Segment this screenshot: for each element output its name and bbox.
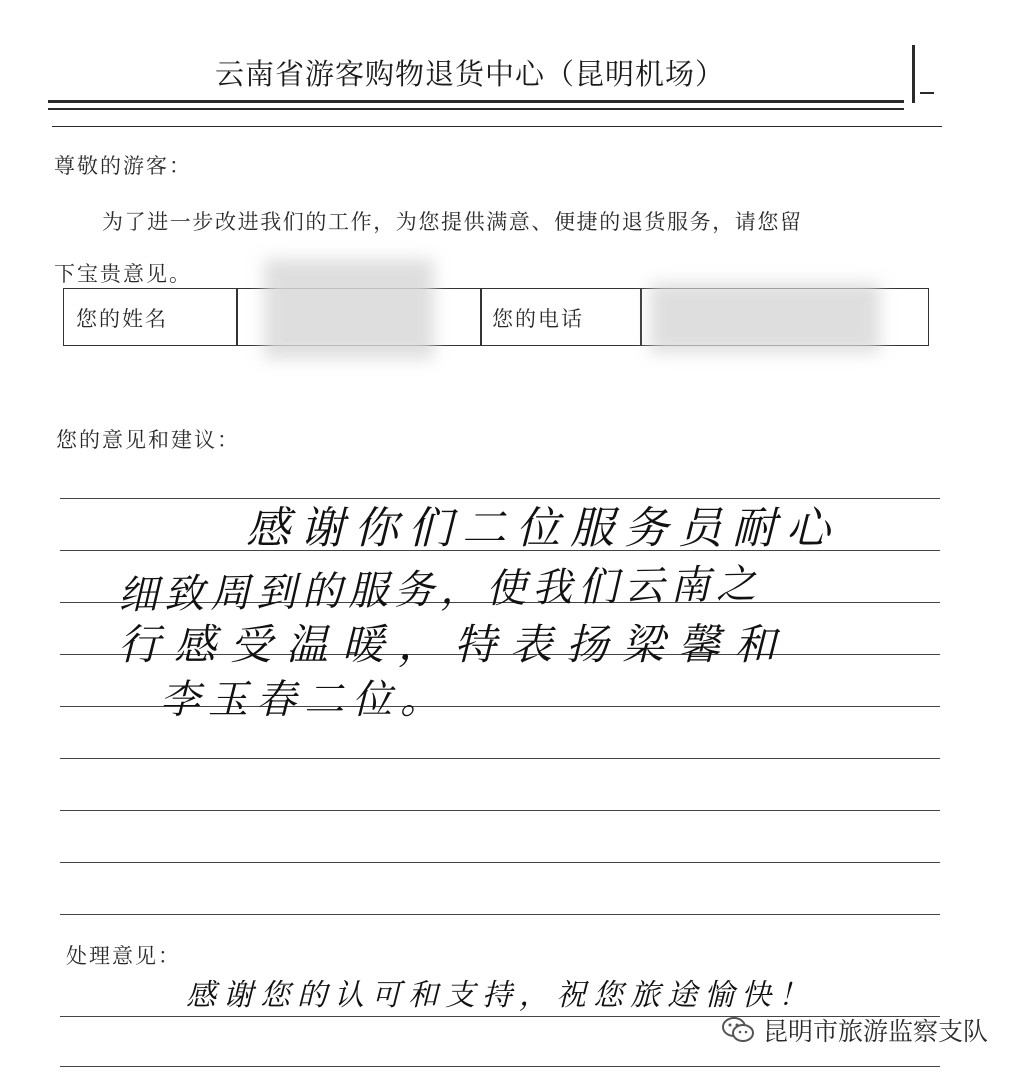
handwritten-feedback-line-3: 行感受温暖，特表扬梁馨和 [118,620,791,669]
watermark-text: 昆明市旅游监察支队 [762,1017,988,1046]
cell-divider [640,289,642,345]
header-rule-thin [48,108,904,110]
name-label: 您的姓名 [76,307,168,331]
name-redaction [264,259,434,359]
phone-redaction [650,283,880,353]
feedback-label: 您的意见和建议： [56,428,240,452]
writing-line [60,810,940,811]
writing-line [60,862,940,863]
writing-line [60,758,940,759]
cell-divider [480,289,482,345]
handwritten-feedback-line-2: 细致周到的服务，使我们云南之 [117,561,763,619]
header-dash-mark [920,92,934,94]
intro-line-1: 为了进一步改进我们的工作，为您提供满意、便捷的退货服务，请您留 [102,210,803,234]
handling-label: 处理意见： [66,944,181,968]
header-vertical-mark [912,45,915,103]
handwritten-feedback-line-4: 李玉春二位。 [160,677,448,723]
header-rule-right [52,126,942,127]
handwritten-handling-text: 感谢您的认可和支持，祝您旅途愉快！ [186,978,815,1013]
watermark [721,1012,988,1048]
header-rule-thick [48,100,904,103]
intro-line-2: 下宝贵意见。 [54,262,192,286]
wechat-icon [721,1015,755,1045]
greeting-text: 尊敬的游客： [54,154,192,178]
writing-line [60,914,940,915]
cell-divider [236,289,238,345]
handwritten-feedback-line-1: 感谢你们二位服务员耐心 [246,503,840,554]
phone-label: 您的电话 [492,307,584,331]
contact-table [63,288,929,346]
document-title: 云南省游客购物退货中心（昆明机场） [214,57,725,91]
writing-line [60,1066,940,1067]
